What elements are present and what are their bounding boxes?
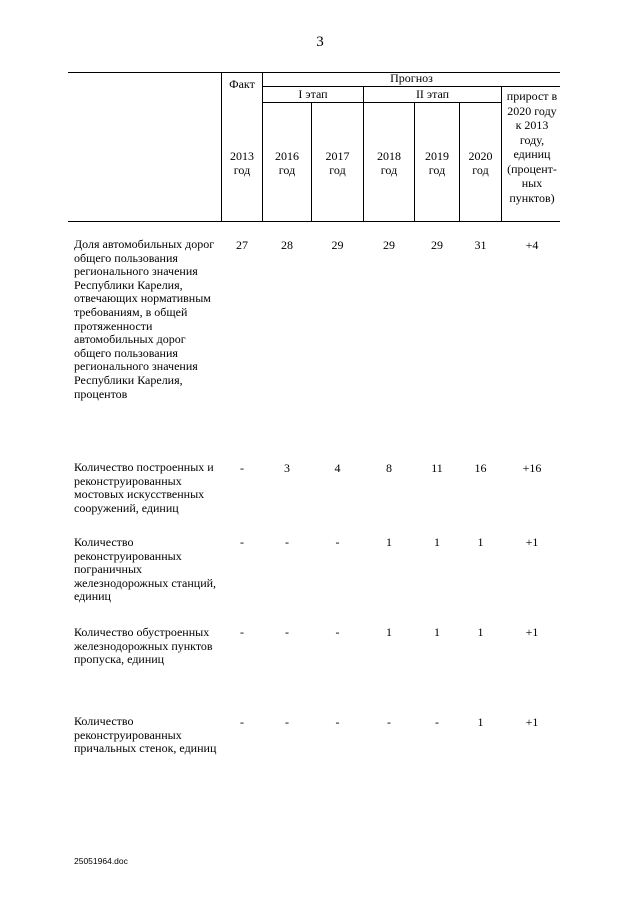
value-2013: 27 (236, 238, 248, 252)
value-2019: 1 (434, 535, 440, 549)
value-2019: 1 (434, 625, 440, 639)
value-2016: - (285, 535, 289, 549)
value-2020: 16 (474, 461, 487, 475)
value-2013: - (240, 715, 244, 729)
growth-value: +4 (525, 238, 539, 252)
row-label: Количество реконструированных пограничных железнодорожных станций, единиц (74, 535, 217, 604)
year-unit: год (472, 163, 489, 177)
row-label: Доля автомобильных дорог общего пользования регионального значения Республики Карелия, отвечающих нормативным требованиям, в общей протяженности автомобильных дорог общего пользования регионального значения Республики Карелия, процентов (74, 237, 215, 401)
year-2016 (263, 149, 311, 177)
year-unit: год (233, 163, 251, 177)
year-unit: год (380, 163, 398, 177)
year-2018 (364, 149, 414, 177)
row-label: Количество реконструированных причальных стенок, единиц (74, 714, 217, 756)
value-2018: 1 (386, 535, 392, 549)
year-unit: год (329, 163, 346, 177)
value-2017: - (335, 715, 340, 729)
year-2020 (460, 149, 501, 177)
value-2016: 28 (281, 238, 293, 252)
value-2016: - (285, 715, 289, 729)
growth-header: прирост в 2020 году к 2013 году, единиц (процент-ных пунктов) (506, 89, 558, 205)
value-2017: 4 (334, 461, 341, 475)
year-label: 2017 (325, 149, 350, 163)
stage2-header: II этап (415, 87, 450, 101)
year-2013 (222, 149, 262, 177)
year-label: 2016 (275, 149, 299, 163)
value-2017: 29 (331, 238, 344, 252)
value-2019: 11 (431, 461, 443, 475)
value-2018: 29 (383, 238, 395, 252)
document-filename: 25051964.doc (74, 856, 128, 866)
value-2020: 1 (477, 715, 484, 729)
row-label: Количество обустроенных железнодорожных пунктов пропуска, единиц (74, 625, 213, 667)
value-2016: 3 (284, 461, 290, 475)
year-2019 (415, 149, 459, 177)
value-2020: 31 (474, 238, 487, 252)
growth-value: +1 (525, 535, 539, 549)
value-2017: - (335, 625, 340, 639)
fact-header: Факт (229, 77, 255, 91)
value-2020: 1 (477, 625, 484, 639)
growth-value: +1 (525, 625, 539, 639)
value-2017: - (335, 535, 340, 549)
value-2016: - (285, 625, 289, 639)
value-2019: - (435, 715, 439, 729)
value-2018: 1 (386, 625, 392, 639)
row-label: Количество построенных и реконструированных мостовых искусственных сооружений, единиц (74, 460, 214, 515)
value-2013: - (240, 535, 244, 549)
year-unit: год (428, 163, 446, 177)
value-2013: - (240, 625, 244, 639)
growth-value: +1 (525, 715, 539, 729)
year-label: 2013 (230, 149, 254, 163)
page-number: 3 (316, 34, 324, 50)
value-2013: - (240, 461, 244, 475)
growth-value: +16 (522, 461, 542, 475)
forecast-header: Прогноз (390, 71, 433, 85)
value-2018: - (387, 715, 391, 729)
year-label: 2020 (468, 149, 493, 163)
year-2017 (312, 149, 363, 177)
stage1-header: I этап (298, 87, 328, 101)
year-label: 2019 (425, 149, 449, 163)
value-2018: 8 (386, 461, 392, 475)
value-2020: 1 (477, 535, 484, 549)
value-2019: 29 (431, 238, 443, 252)
year-unit: год (278, 163, 296, 177)
year-label: 2018 (377, 149, 401, 163)
